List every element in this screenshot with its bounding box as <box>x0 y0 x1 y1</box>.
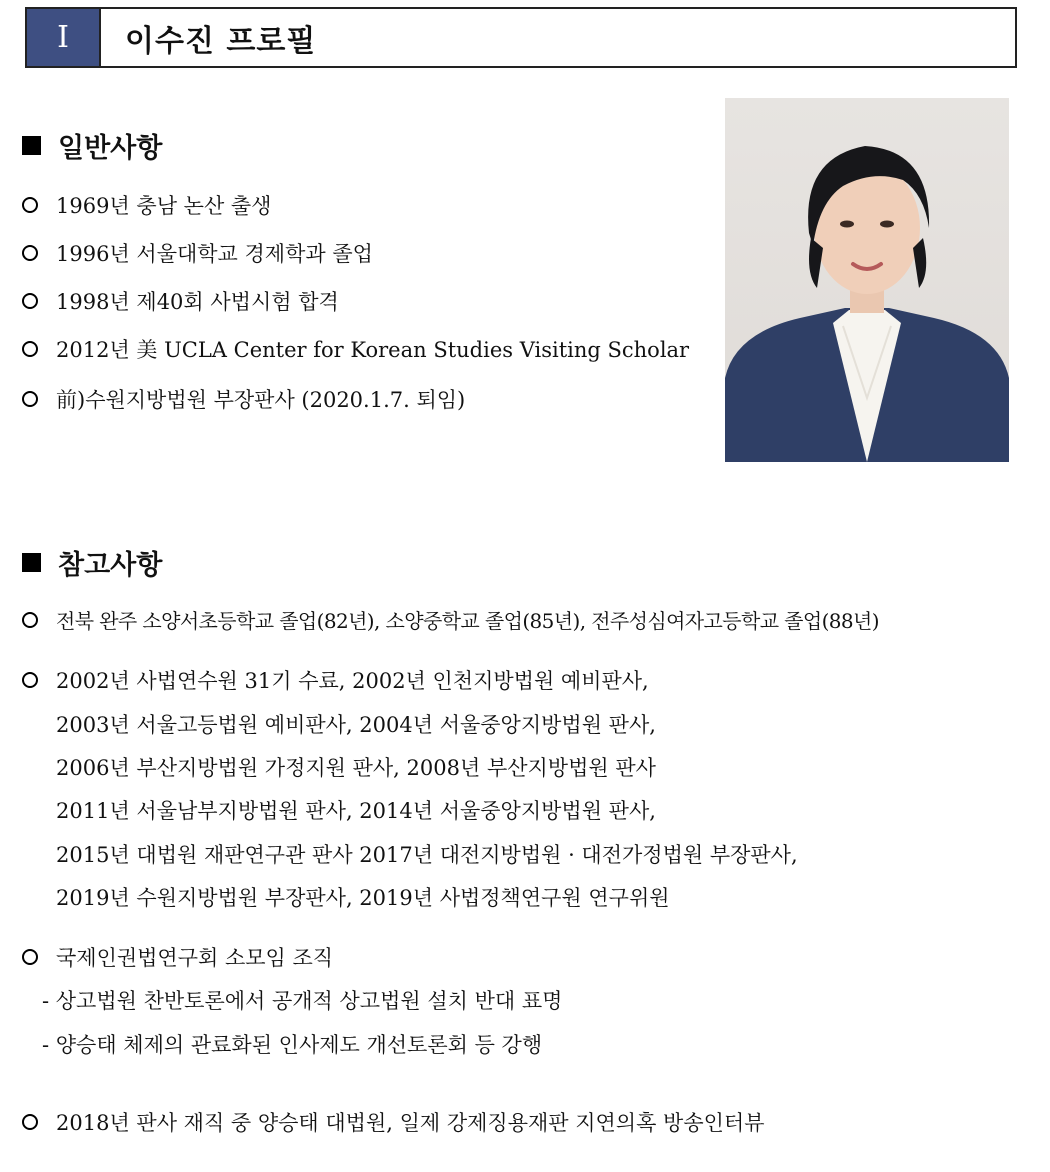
circle-bullet-icon <box>22 672 38 688</box>
circle-bullet-icon <box>22 293 38 309</box>
reference-heading-label: 참고사항 <box>58 550 163 581</box>
circle-bullet-icon <box>22 341 38 357</box>
general-item: 前)수원지방법원 부장판사 (2020.1.7. 퇴임) <box>22 384 465 414</box>
general-item: 1969년 충남 논산 출생 <box>22 190 271 220</box>
career-line: 2006년 부산지방법원 가정지원 판사, 2008년 부산지방법원 판사 <box>56 756 656 780</box>
general-item: 2012년 美 UCLA Center for Korean Studies Visiting Scholar <box>22 334 689 364</box>
interview-item: 2018년 판사 재직 중 양승태 대법원, 일제 강제징용재판 지연의혹 방송인터뷰 <box>22 1107 765 1137</box>
circle-bullet-icon <box>22 1114 38 1130</box>
career-item: 2002년 사법연수원 31기 수료, 2002년 인천지방법원 예비판사, <box>22 665 649 695</box>
black-square-icon <box>22 553 41 572</box>
circle-bullet-icon <box>22 245 38 261</box>
general-heading-label: 일반사항 <box>58 133 163 164</box>
circle-bullet-icon <box>22 949 38 965</box>
section-number: Ⅰ <box>27 9 101 66</box>
general-item: 1998년 제40회 사법시험 합격 <box>22 286 339 316</box>
society-detail: - 상고법원 찬반토론에서 공개적 상고법원 설치 반대 표명 <box>42 989 563 1013</box>
circle-bullet-icon <box>22 391 38 407</box>
society-detail: - 양승태 체제의 관료화된 인사제도 개선토론회 등 강행 <box>42 1033 543 1057</box>
reference-section-heading <box>22 543 162 582</box>
society-item: 국제인권법연구회 소모임 조직 <box>22 942 333 972</box>
circle-bullet-icon <box>22 612 38 628</box>
black-square-icon <box>22 136 41 155</box>
career-line: 2015년 대법원 재판연구관 판사 2017년 대전지방법원 · 대전가정법원 부장판사, <box>56 843 798 867</box>
page-title: 이수진 프로필 <box>125 23 317 59</box>
education-item: 전북 완주 소양서초등학교 졸업(82년), 소양중학교 졸업(85년), 전주성심여자고등학교 졸업(88년) <box>22 605 879 634</box>
career-line: 2011년 서울남부지방법원 판사, 2014년 서울중앙지방법원 판사, <box>56 799 656 823</box>
general-item: 1996년 서울대학교 경제학과 졸업 <box>22 238 373 268</box>
career-line: 2019년 수원지방법원 부장판사, 2019년 사법정책연구원 연구위원 <box>56 886 670 910</box>
general-section-heading <box>22 126 162 165</box>
profile-photo <box>725 98 1009 462</box>
section-title-bar <box>25 7 1017 68</box>
career-line: 2003년 서울고등법원 예비판사, 2004년 서울중앙지방법원 판사, <box>56 713 656 737</box>
circle-bullet-icon <box>22 197 38 213</box>
